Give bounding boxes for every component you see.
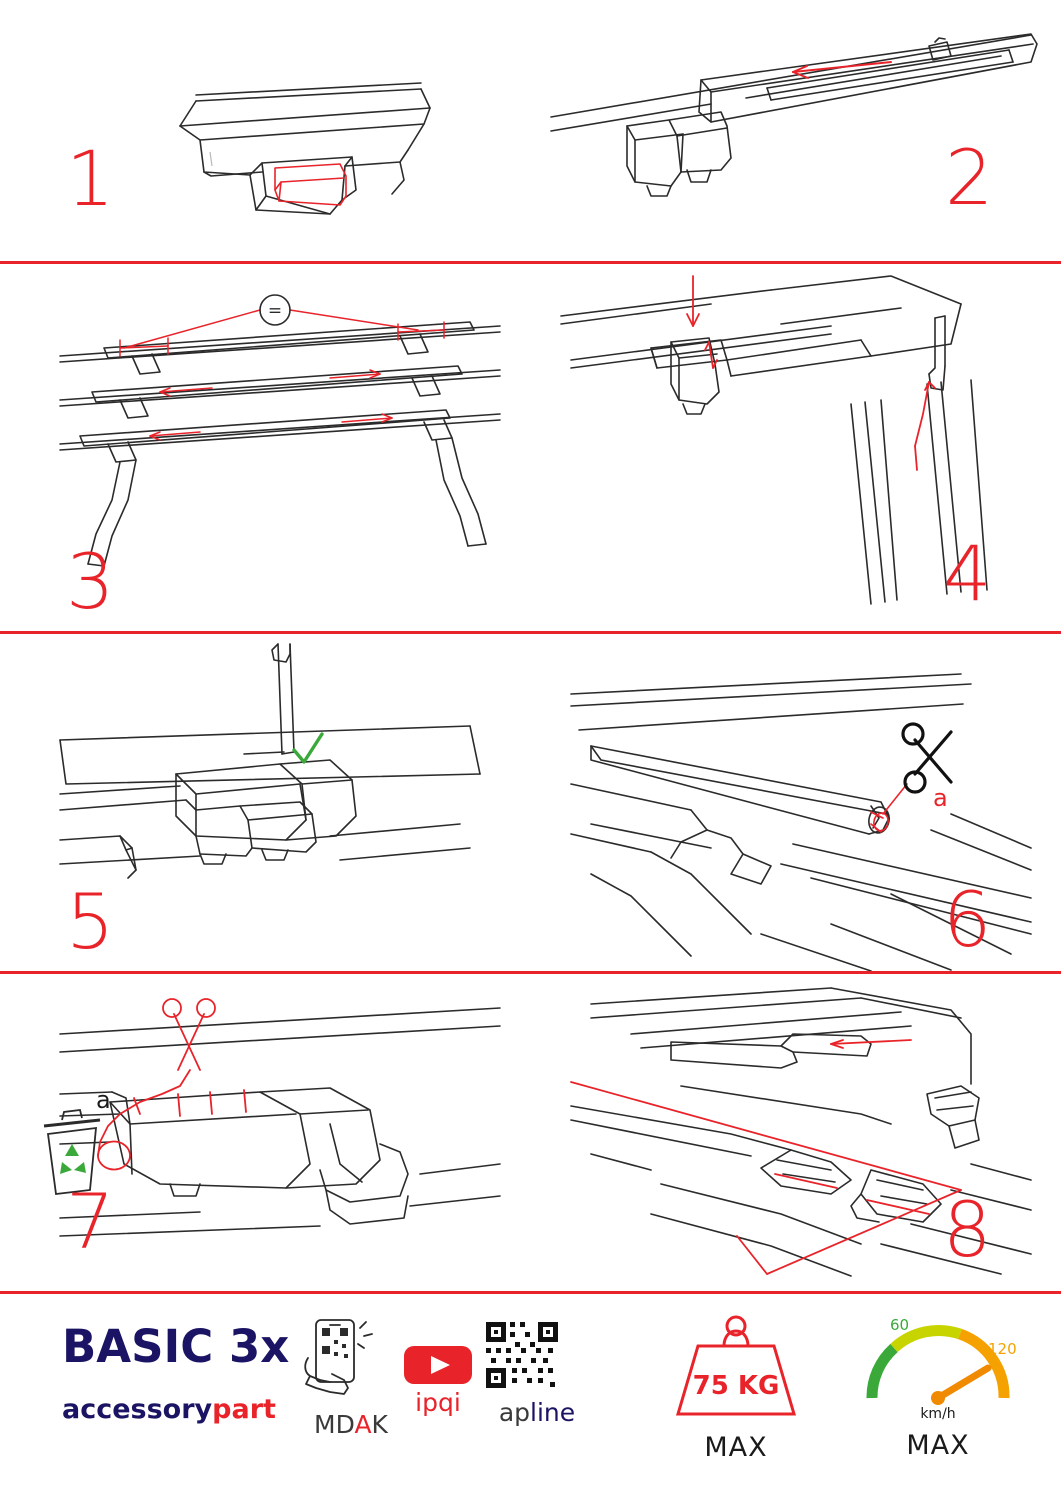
label-a-step-6: a — [933, 784, 948, 812]
max-load-label: MAX — [704, 1432, 768, 1463]
panel-step-6 — [531, 634, 1061, 971]
brand-block — [62, 1322, 292, 1425]
brand-title — [62, 1322, 292, 1372]
step-number-6: 6 — [943, 875, 991, 964]
phone-scan-icon — [286, 1314, 416, 1410]
max-speed-label: MAX — [906, 1430, 970, 1461]
logo-caption-ipqi: ipqi — [415, 1388, 461, 1417]
panel-step-7 — [0, 974, 530, 1291]
youtube-icon[interactable] — [398, 1340, 478, 1388]
label-a-step-7: a — [96, 1086, 111, 1114]
brand-sub-first: accessory — [62, 1394, 213, 1425]
step-number-1: 1 — [66, 134, 114, 223]
weight-icon — [646, 1306, 826, 1426]
speed-tick-high: 120 — [988, 1340, 1017, 1358]
logo-youtube[interactable] — [398, 1340, 478, 1417]
step-number-7: 7 — [66, 1177, 114, 1266]
apline-caption-first: ap — [498, 1398, 531, 1427]
equal-annotation: = — [267, 301, 283, 321]
panel-step-1 — [0, 0, 530, 261]
panel-step-3 — [0, 264, 530, 631]
apline-caption-last: line — [530, 1398, 576, 1427]
step-number-4: 4 — [943, 529, 991, 618]
logo-apline — [472, 1316, 602, 1427]
logo-mdak — [286, 1314, 416, 1439]
brand-subtitle — [62, 1394, 292, 1425]
panel-step-2 — [531, 0, 1061, 261]
logo-caption-apline — [472, 1398, 602, 1427]
brand-name: BASIC 3 — [62, 1320, 261, 1373]
step-number-3: 3 — [66, 537, 114, 626]
mdak-caption-first: MD — [314, 1410, 355, 1439]
qr-code-icon — [472, 1316, 602, 1392]
max-speed-block — [848, 1302, 1028, 1461]
footer — [0, 1294, 1061, 1500]
panel-step-8 — [531, 974, 1061, 1291]
step-number-5: 5 — [66, 877, 114, 966]
brand-sub-second: part — [212, 1394, 276, 1425]
brand-suffix: x — [260, 1320, 290, 1373]
speed-tick-low: 60 — [890, 1316, 910, 1334]
logo-caption-mdak — [286, 1410, 416, 1439]
mdak-caption-mid: A — [354, 1410, 372, 1439]
speedometer-icon — [848, 1302, 1028, 1424]
weight-value: 75 KG — [692, 1371, 780, 1401]
step-number-2: 2 — [945, 133, 993, 222]
step-number-8: 8 — [943, 1185, 991, 1274]
max-load-block — [646, 1306, 826, 1463]
panel-step-4 — [531, 264, 1061, 631]
speed-unit: km/h — [920, 1406, 956, 1422]
panel-step-5 — [0, 634, 530, 971]
mdak-caption-last: K — [371, 1410, 388, 1439]
